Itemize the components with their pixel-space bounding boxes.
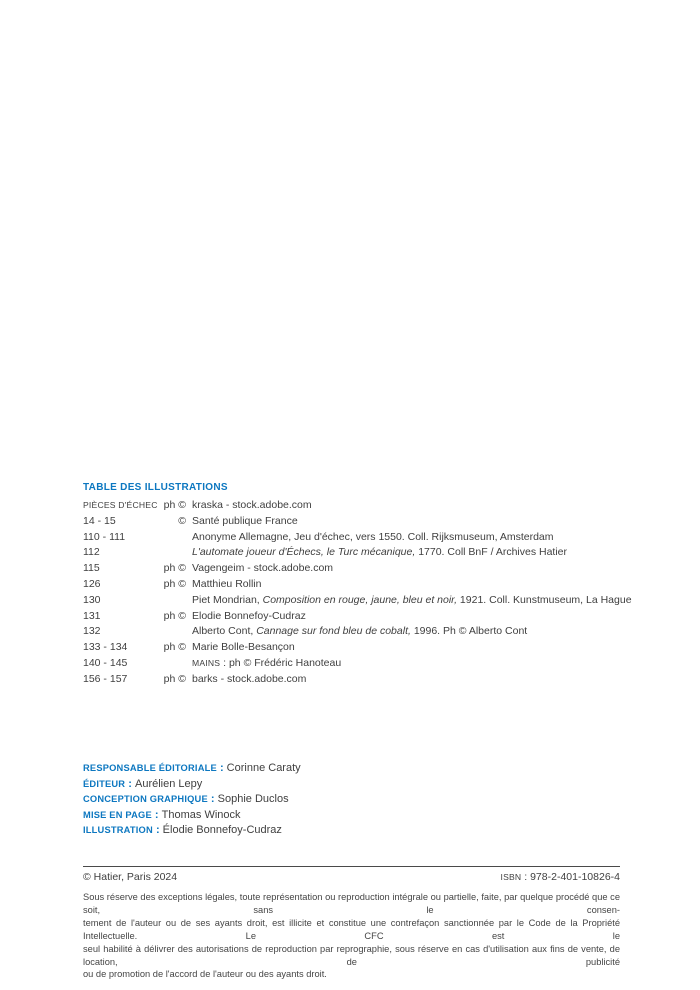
table-row xyxy=(83,593,632,609)
photo-credit-cell: ph © xyxy=(163,577,186,590)
footer-line xyxy=(83,871,620,883)
illustrations-table xyxy=(83,498,632,688)
credit-line xyxy=(83,777,620,793)
table-row xyxy=(83,530,628,546)
table-row xyxy=(83,577,628,593)
illustration-credit-cell xyxy=(186,498,628,514)
page-number-cell: 112 xyxy=(83,546,100,559)
credit-person-name: Thomas Winock xyxy=(161,808,241,821)
credit-colon: : xyxy=(125,777,135,790)
credit-colon: : xyxy=(216,762,227,774)
credit-line xyxy=(83,823,620,839)
credit-role-label: CONCEPTION GRAPHIQUE xyxy=(83,794,208,805)
illustration-credit-cell xyxy=(186,656,628,672)
table-des-illustrations-heading: TABLE DES ILLUSTRATIONS xyxy=(83,482,228,493)
page-number-cell: 115 xyxy=(83,562,100,575)
credit-person-name: Élodie Bonnefoy-Cudraz xyxy=(162,824,282,837)
credit-text-segment: 1996. Ph © Alberto Cont xyxy=(410,625,528,638)
legal-text-line: seul habilité à délivrer des autorisations de reproduction par reprographie, sous réserve en cas d'utilisation aux fins de vente, de location, de publicité xyxy=(83,943,620,967)
credit-text-segment: MAINS xyxy=(192,657,221,668)
credit-person-name: Aurélien Lepy xyxy=(135,777,203,790)
illustration-credit-cell xyxy=(186,672,628,688)
page-number-cell: 156 - 157 xyxy=(83,672,128,685)
isbn-label: ISBN xyxy=(500,872,522,882)
page-number-cell: 126 xyxy=(83,577,101,590)
isbn-text xyxy=(500,871,620,883)
table-row xyxy=(83,514,628,530)
credits-block xyxy=(83,761,620,839)
legal-text-line: tement de l'auteur ou de ses ayants droit, est illicite et constitue une contrefaçon sanctionnée par le Code de la Propriété Intellectuelle. Le CFC est le xyxy=(83,917,620,941)
page-number-cell: 14 - 15 xyxy=(83,514,116,527)
credit-role-label: MISE EN PAGE xyxy=(83,809,152,820)
photo-credit-cell: ph © xyxy=(163,609,186,622)
illustration-credit-cell xyxy=(186,545,628,561)
credit-person-name: Corinne Caraty xyxy=(226,762,301,774)
credit-text-segment: Vagengeim - stock.adobe.com xyxy=(192,562,334,575)
credit-text-segment: : ph © Frédéric Hanoteau xyxy=(220,656,342,669)
credit-text-segment: Piet Mondrian, xyxy=(192,593,263,606)
copyright-text: © Hatier, Paris 2024 xyxy=(83,871,178,883)
photo-credit-cell: ph © xyxy=(163,562,186,575)
credit-text-segment: Composition en rouge, jaune, bleu et noir, xyxy=(262,593,458,606)
credit-role-label: ILLUSTRATION xyxy=(83,825,153,836)
table-row xyxy=(83,624,628,640)
illustration-credit-cell xyxy=(186,640,628,656)
credit-person-name: Sophie Duclos xyxy=(217,793,289,806)
credit-text-segment: barks - stock.adobe.com xyxy=(192,672,307,685)
credit-text-segment: L'automate joueur d'Échecs, le Turc mécanique, xyxy=(192,546,416,559)
illustration-credit-cell xyxy=(186,593,632,609)
credit-text-segment: Matthieu Rollin xyxy=(192,577,262,590)
credit-line xyxy=(83,808,620,824)
table-row xyxy=(83,672,628,688)
credit-line xyxy=(83,761,620,777)
page-number-cell: 133 - 134 xyxy=(83,641,128,654)
illustration-credit-cell xyxy=(186,530,628,546)
illustration-credit-cell xyxy=(186,577,628,593)
table-row xyxy=(83,656,628,672)
page-number-cell: 110 - 111 xyxy=(83,530,126,543)
illustration-credit-cell xyxy=(186,561,628,577)
table-row xyxy=(83,545,628,561)
credit-colon: : xyxy=(151,808,162,821)
credit-line xyxy=(83,792,620,808)
credit-colon: : xyxy=(152,824,163,837)
credit-text-segment: Anonyme Allemagne, Jeu d'échec, vers 1550. Coll. Rijksmuseum, Amsterdam xyxy=(192,530,554,543)
photo-credit-cell: ph © xyxy=(163,672,186,685)
legal-text-line: ou de promotion de l'accord de l'auteur ou des ayants droit. xyxy=(83,969,327,980)
credit-text-segment: Cannage sur fond bleu de cobalt, xyxy=(256,625,411,638)
footer-divider xyxy=(83,866,620,867)
credit-text-segment: Elodie Bonnefoy-Cudraz xyxy=(192,609,306,622)
legal-notice xyxy=(83,891,620,981)
isbn-value: : 978-2-401-10826-4 xyxy=(521,871,620,883)
illustration-credit-cell xyxy=(186,609,628,625)
photo-credit-cell: © xyxy=(178,514,186,527)
credit-text-segment: Marie Bolle-Besançon xyxy=(192,641,295,654)
credit-text-segment: kraska - stock.adobe.com xyxy=(192,499,312,511)
credit-text-segment: 1921. Coll. Kunstmuseum, La Hague xyxy=(457,593,632,606)
photo-credit-cell: ph © xyxy=(163,499,186,511)
legal-text-line: Sous réserve des exceptions légales, toute représentation ou reproduction intégrale ou partielle, faite, par quelque procédé que ce soit, sans le consen- xyxy=(83,892,620,915)
credit-role-label: ÉDITEUR xyxy=(83,778,126,789)
illustration-credit-cell xyxy=(186,514,628,530)
credit-role-label: RESPONSABLE ÉDITORIALE xyxy=(83,763,217,773)
photo-credit-cell: ph © xyxy=(163,641,186,654)
credit-text-segment: Santé publique France xyxy=(192,514,298,527)
page-number-cell: 131 xyxy=(83,609,101,622)
table-row xyxy=(83,609,628,625)
table-row xyxy=(83,640,628,656)
credit-text-segment: 1770. Coll BnF / Archives Hatier xyxy=(415,546,568,559)
illustration-credit-cell xyxy=(186,624,628,640)
page-number-cell: PIÈCES D'ÉCHEC xyxy=(83,500,158,510)
table-row xyxy=(83,561,628,577)
credit-text-segment: Alberto Cont, xyxy=(192,625,257,638)
page-number-cell: 130 xyxy=(83,593,101,606)
page-number-cell: 132 xyxy=(83,625,101,638)
page-number-cell: 140 - 145 xyxy=(83,656,128,669)
table-row xyxy=(83,498,628,514)
credit-colon: : xyxy=(207,793,218,806)
